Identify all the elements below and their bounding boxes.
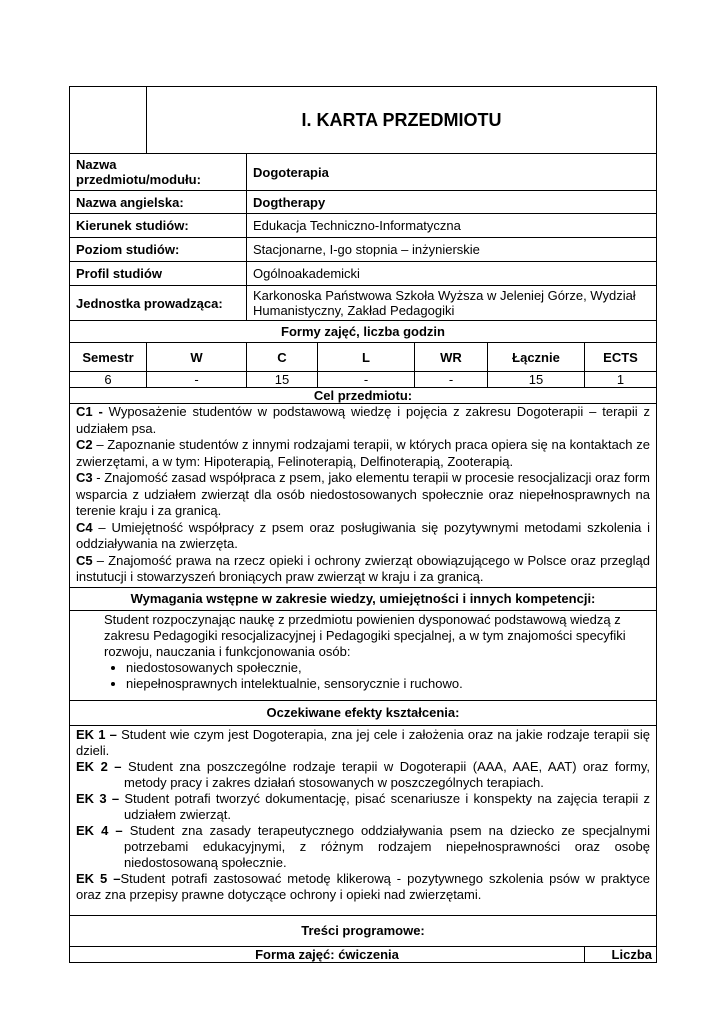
outcome-text: Student potrafi tworzyć dokumentację, pisać scenariusze i konspekty na zajęcia terapii z udziałem zwierząt. xyxy=(119,790,650,822)
forms-title-row xyxy=(70,321,657,343)
forms-title: Formy zajęć, liczba godzin xyxy=(70,321,657,343)
forms-value-row xyxy=(70,372,657,388)
forms-value: 1 xyxy=(585,372,657,388)
goal-text: Wyposażenie studentów w podstawową wiedzę i pojęcia z zakresu Dogoterapii – terapii z udziałem psa. xyxy=(76,404,650,436)
outcome-item xyxy=(76,759,650,791)
info-value: Dogtherapy xyxy=(247,191,657,214)
requirements-item: • niedostosowanych społecznie, xyxy=(126,660,650,676)
forms-header: L xyxy=(318,343,415,372)
goal-item xyxy=(76,437,650,470)
info-value: Stacjonarne, I-go stopnia – inżynierskie xyxy=(247,238,657,262)
goal-code: C1 - xyxy=(76,404,103,419)
outcome-item xyxy=(76,871,650,903)
outcome-text: Student wie czym jest Dogoterapia, zna jej cele i założenia oraz na jakie rodzaje terapii się dzieli. xyxy=(76,726,650,758)
outcome-code: EK 3 – xyxy=(76,790,120,806)
info-row-field xyxy=(70,214,657,238)
forms-value: - xyxy=(147,372,247,388)
info-row-english-name xyxy=(70,191,657,214)
forms-header: Łącznie xyxy=(488,343,585,372)
outcome-item xyxy=(76,791,650,823)
goal-text: – Znajomość prawa na rzecz opieki i ochrony zwierząt obowiązującego w Polsce oraz przegląd instutucji i stowarzyszeń broniących praw zwierząt w kraju i za granicą. xyxy=(76,552,650,584)
program-title: Treści programowe: xyxy=(70,915,657,946)
course-card-table xyxy=(69,86,657,963)
goal-item xyxy=(76,520,650,553)
info-label: Poziom studiów: xyxy=(70,238,247,262)
info-row-unit xyxy=(70,286,657,321)
outcomes-title-row xyxy=(70,700,657,725)
forms-header: WR xyxy=(415,343,488,372)
outcome-item xyxy=(76,727,650,759)
requirements-row xyxy=(70,610,657,700)
requirements-title: Wymagania wstępne w zakresie wiedzy, umiejętności i innych kompetencji: xyxy=(70,587,657,610)
goal-item xyxy=(76,553,650,586)
outcome-code: EK 2 – xyxy=(76,758,122,774)
forms-header-row xyxy=(70,343,657,372)
outcome-text: Student potrafi zastosować metodę klikerową - pozytywnego szkolenia psów w praktyce oraz zna przepisy prawne dotyczące ochrony i opieki nad zwierzętami. xyxy=(76,870,650,902)
goal-item xyxy=(76,470,650,520)
forms-header: W xyxy=(147,343,247,372)
program-title-row xyxy=(70,915,657,946)
info-row-name xyxy=(70,154,657,191)
forms-header: ECTS xyxy=(585,343,657,372)
goal-code: C4 xyxy=(76,519,93,535)
forms-value: 6 xyxy=(70,372,147,388)
info-row-profile xyxy=(70,262,657,286)
info-value: Ogólnoakademicki xyxy=(247,262,657,286)
goal-code: C5 xyxy=(76,552,93,568)
outcome-text: Student zna zasady terapeutycznego oddziaływania psem na dziecko ze specjalnymi potrzebami edukacyjnymi, z różnym rodzajem niepełnosprawności oraz osobę niedostosowaną społecznie. xyxy=(122,822,650,870)
outcomes-title: Oczekiwane efekty kształcenia: xyxy=(70,700,657,725)
requirements-list xyxy=(76,660,650,692)
goal-item xyxy=(76,404,650,437)
info-value: Karkonoska Państwowa Szkoła Wyższa w Jeleniej Górze, Wydział Humanistyczny, Zakład Pedagogiki xyxy=(247,286,657,321)
program-form-row xyxy=(70,946,657,962)
requirements-intro: Student rozpoczynając naukę z przedmiotu powienien dysponować podstawową wiedzą z zakresu Pedagogiki resocjalizacyjnej i Pedagogiki specjalnej, a w tym znajomości specyfiki rozwoju, nauczania i funkcjonowania osób: xyxy=(104,611,626,659)
outcome-code: EK 4 – xyxy=(76,822,123,838)
goal-text: - Znajomość zasad współpraca z psem, jako elementu terapii w procesie resocjalizacji oraz form wsparcia z udziałem zwierząt dla osób niedostosowanych społecznie oraz niepełnosprawnych na terenie kraju i za granicą. xyxy=(76,470,650,518)
outcome-code: EK 1 – xyxy=(76,726,117,742)
forms-value: - xyxy=(415,372,488,388)
program-count-label: Liczba xyxy=(585,946,657,962)
info-label: Jednostka prowadząca: xyxy=(70,286,247,321)
info-label: Nazwa angielska: xyxy=(70,191,247,214)
program-form-label: Forma zajęć: ćwiczenia xyxy=(70,946,585,962)
goals-list xyxy=(70,404,657,588)
info-label: Profil studiów xyxy=(70,262,247,286)
info-label: Nazwa przedmiotu/modułu: xyxy=(70,154,247,191)
goals-title: Cel przedmiotu: xyxy=(70,388,657,404)
forms-value: 15 xyxy=(247,372,318,388)
requirements-title-row xyxy=(70,587,657,610)
forms-value: 15 xyxy=(488,372,585,388)
outcomes-row xyxy=(70,725,657,915)
goals-title-row xyxy=(70,388,657,404)
info-value: Dogoterapia xyxy=(247,154,657,191)
info-label: Kierunek studiów: xyxy=(70,214,247,238)
forms-header: Semestr xyxy=(70,343,147,372)
outcomes-list xyxy=(70,725,657,915)
outcome-text: Student zna poszczególne rodzaje terapii w Dogoterapii (AAA, AAE, AAT) oraz formy, metody pracy i zakres działań stosowanych w poszczególnych terapiach. xyxy=(121,758,650,790)
requirements-body xyxy=(70,610,657,700)
header-row xyxy=(70,87,657,154)
forms-value: - xyxy=(318,372,415,388)
goal-text: – Umiejętność współpracy z psem oraz posługiwania się pozytywnymi metodami szkolenia i oddziaływania na zwierzęta. xyxy=(76,519,650,551)
outcome-item xyxy=(76,823,650,871)
outcome-code: EK 5 – xyxy=(76,870,121,886)
requirements-item: • niepełnosprawnych intelektualnie, sensorycznie i ruchowo. xyxy=(126,676,650,692)
goal-text: – Zapoznanie studentów z innymi rodzajami terapii, w których praca opiera się na kontaktach ze zwierzętami, a w tym: Hipoterapią, Felinoterapią, Delfinoterapią, Zooterapią. xyxy=(76,437,650,469)
course-card xyxy=(69,86,656,963)
page-title: I. KARTA PRZEDMIOTU xyxy=(147,87,657,154)
goal-code: C2 xyxy=(76,437,93,452)
goals-row xyxy=(70,404,657,588)
info-row-level xyxy=(70,238,657,262)
info-value: Edukacja Techniczno-Informatyczna xyxy=(247,214,657,238)
forms-header: C xyxy=(247,343,318,372)
logo-cell xyxy=(70,87,147,154)
goal-code: C3 xyxy=(76,470,93,485)
